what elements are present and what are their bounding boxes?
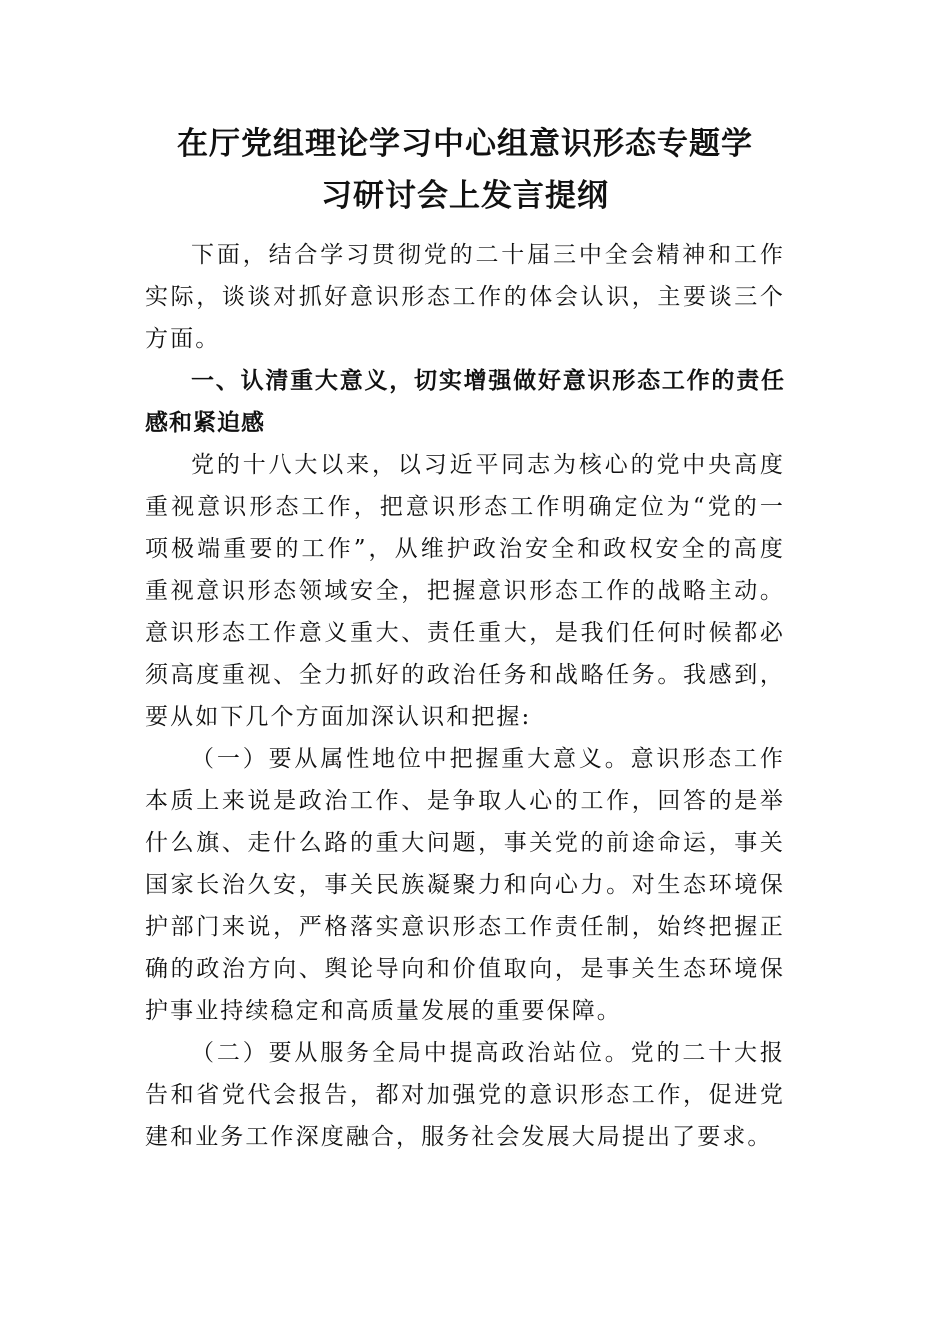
subsection-2-lead: （二）要从服务全局中提高政治站位。 (191, 1040, 631, 1066)
subsection-2-body: 党的二十大报告和省党代会报告，都对加强党的意识形态工作，促进党建和业务工作深度融合，服务社会发展大局提出了要求。 (145, 1040, 786, 1150)
subsection-1-lead: （一）要从属性地位中把握重大意义。 (191, 746, 631, 772)
section-1-heading: 一、认清重大意义，切实增强做好意识形态工作的责任感和紧迫感 (145, 368, 785, 436)
document-page (145, 118, 785, 1158)
intro-paragraph: 下面，结合学习贯彻党的二十届三中全会精神和工作实际，谈谈对抓好意识形态工作的体会认识，主要谈三个方面。 (145, 242, 785, 352)
document-title (145, 118, 785, 222)
subsection-2-paragraph (145, 1032, 785, 1158)
section-1-paragraph: 党的十八大以来，以习近平同志为核心的党中央高度重视意识形态工作，把意识形态工作明确定位为“党的一项极端重要的工作”，从维护政治安全和政权安全的高度重视意识形态领域安全，把握意识形态工作的战略主动。意识形态工作意义重大、责任重大，是我们任何时候都必须高度重视、全力抓好的政治任务和战略任务。我感到，要从如下几个方面加深认识和把握: (145, 452, 785, 730)
title-line-2: 习研讨会上发言提纲 (321, 178, 609, 214)
title-line-1: 在厅党组理论学习中心组意识形态专题学 (177, 126, 753, 162)
subsection-1-paragraph (145, 738, 785, 1032)
subsection-1-body: 意识形态工作本质上来说是政治工作、是争取人心的工作，回答的是举什么旗、走什么路的重大问题，事关党的前途命运，事关国家长治久安，事关民族凝聚力和向心力。对生态环境保护部门来说，严格落实意识形态工作责任制，始终把握正确的政治方向、舆论导向和价值取向，是事关生态环境保护事业持续稳定和高质量发展的重要保障。 (145, 746, 786, 1024)
